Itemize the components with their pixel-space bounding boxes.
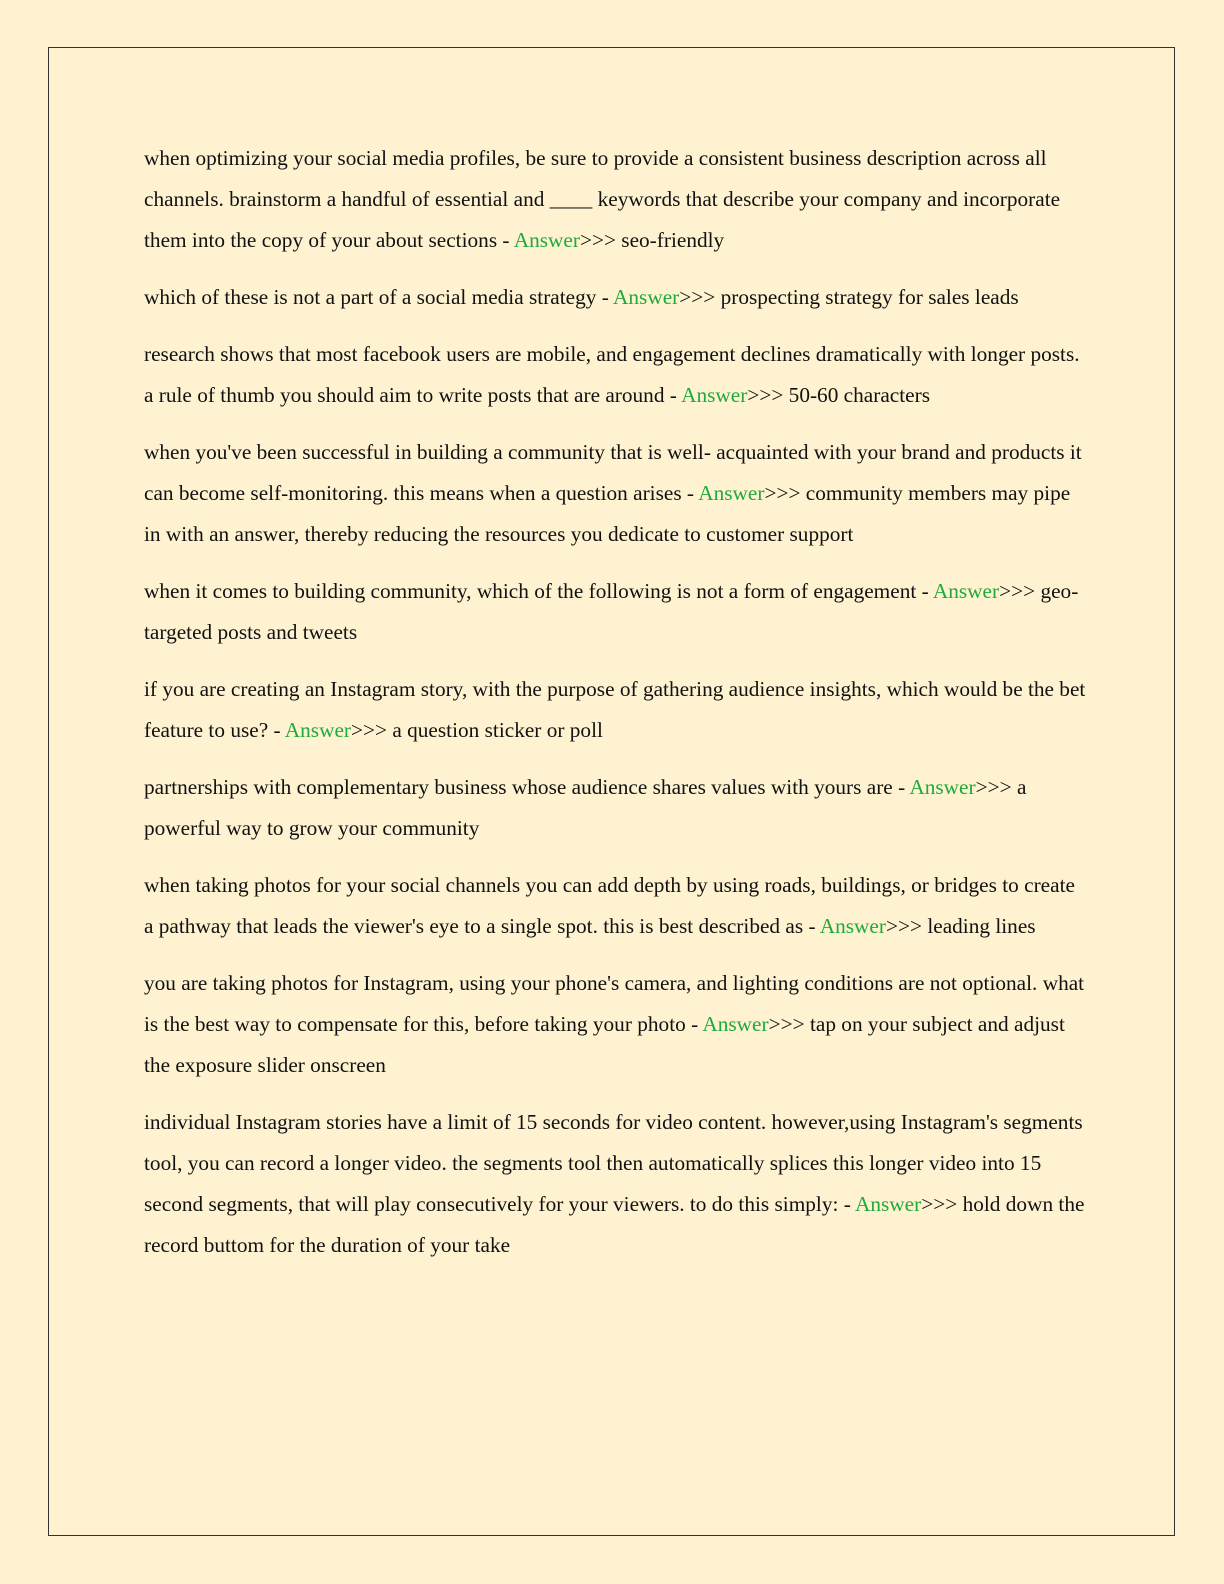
answer-text: a question sticker or poll: [392, 718, 603, 742]
arrow-separator: >>>: [975, 775, 1017, 799]
answer-label: Answer: [681, 383, 748, 407]
arrow-separator: >>>: [679, 285, 721, 309]
separator: -: [803, 914, 820, 938]
question-text: if you are creating an Instagram story, with the purpose of gathering audience insights, which would be the bet feature to use?: [144, 677, 1086, 742]
answer-label: Answer: [702, 1012, 769, 1036]
arrow-separator: >>>: [885, 914, 928, 938]
answer-text: leading lines: [927, 914, 1036, 938]
qa-item: [144, 669, 1089, 751]
separator: -: [892, 775, 910, 799]
arrow-separator: >>>: [764, 481, 806, 505]
arrow-separator: >>>: [768, 1012, 810, 1036]
separator: -: [838, 1192, 855, 1216]
question-text: when it comes to building community, which of the following is not a form of engagement: [144, 579, 917, 603]
question-text: when optimizing your social media profiles, be sure to provide a consistent business description across all channels. brainstorm a handful of essential and ____ keywords that describe your company and incorporate them into the copy of your about sections: [144, 146, 1061, 252]
question-text: research shows that most facebook users are mobile, and engagement declines dramatically with longer posts. a rule of thumb you should aim to write posts that are around: [144, 342, 1080, 407]
answer-label: Answer: [909, 775, 976, 799]
question-text: individual Instagram stories have a limit of 15 seconds for video content. however,using Instagram's segments tool, you can record a longer video. the segments tool then automatically splices this longer video into 15 second segments, that will play consecutively for your viewers. to do this simply:: [144, 1110, 1083, 1216]
answer-label: Answer: [613, 285, 680, 309]
qa-item: [144, 571, 1089, 653]
qa-item: [144, 767, 1089, 849]
arrow-separator: >>>: [747, 383, 789, 407]
qa-item: [144, 1102, 1089, 1266]
separator: -: [596, 285, 613, 309]
answer-label: Answer: [698, 481, 765, 505]
question-text: which of these is not a part of a social media strategy: [144, 285, 597, 309]
answer-label: Answer: [284, 718, 351, 742]
answer-text: prospecting strategy for sales leads: [720, 285, 1019, 309]
separator: -: [916, 579, 933, 603]
qa-item: [144, 865, 1089, 947]
separator: -: [497, 228, 514, 252]
arrow-separator: >>>: [351, 718, 393, 742]
answer-text: 50-60 characters: [788, 383, 930, 407]
qa-item: [144, 277, 1089, 318]
answer-label: Answer: [932, 579, 1000, 603]
separator: -: [681, 481, 699, 505]
answer-text: tap on your subject and adjust the exposure slider onscreen: [144, 1012, 1065, 1077]
answer-text: seo-friendly: [621, 228, 725, 252]
answer-text: hold down the record buttom for the duration of your take: [144, 1192, 1085, 1257]
separator: -: [685, 1012, 703, 1036]
arrow-separator: >>>: [579, 228, 622, 252]
question-text: you are taking photos for Instagram, using your phone's camera, and lighting conditions are not optional. what is the best way to compensate for this, before taking your photo: [144, 971, 1085, 1036]
qa-list: [144, 138, 1089, 1282]
arrow-separator: >>>: [999, 579, 1041, 603]
question-text: when you've been successful in building a community that is well- acquainted with your brand and products it can become self-monitoring. this means when a question arises: [144, 440, 1082, 505]
qa-item: [144, 138, 1089, 261]
question-text: when taking photos for your social channels you can add depth by using roads, buildings, or bridges to create a pathway that leads the viewer's eye to a single spot. this is best described as: [144, 873, 1075, 938]
separator: -: [268, 718, 285, 742]
qa-item: [144, 432, 1089, 555]
answer-text: a powerful way to grow your community: [144, 775, 1027, 840]
arrow-separator: >>>: [921, 1192, 963, 1216]
qa-item: [144, 963, 1089, 1086]
answer-text: community members may pipe in with an answer, thereby reducing the resources you dedicate to customer support: [144, 481, 1071, 546]
question-text: partnerships with complementary business whose audience shares values with yours are: [144, 775, 893, 799]
qa-item: [144, 334, 1089, 416]
answer-label: Answer: [819, 914, 886, 938]
answer-label: Answer: [854, 1192, 922, 1216]
answer-text: geo-targeted posts and tweets: [144, 579, 1079, 644]
separator: -: [664, 383, 682, 407]
answer-label: Answer: [513, 228, 580, 252]
